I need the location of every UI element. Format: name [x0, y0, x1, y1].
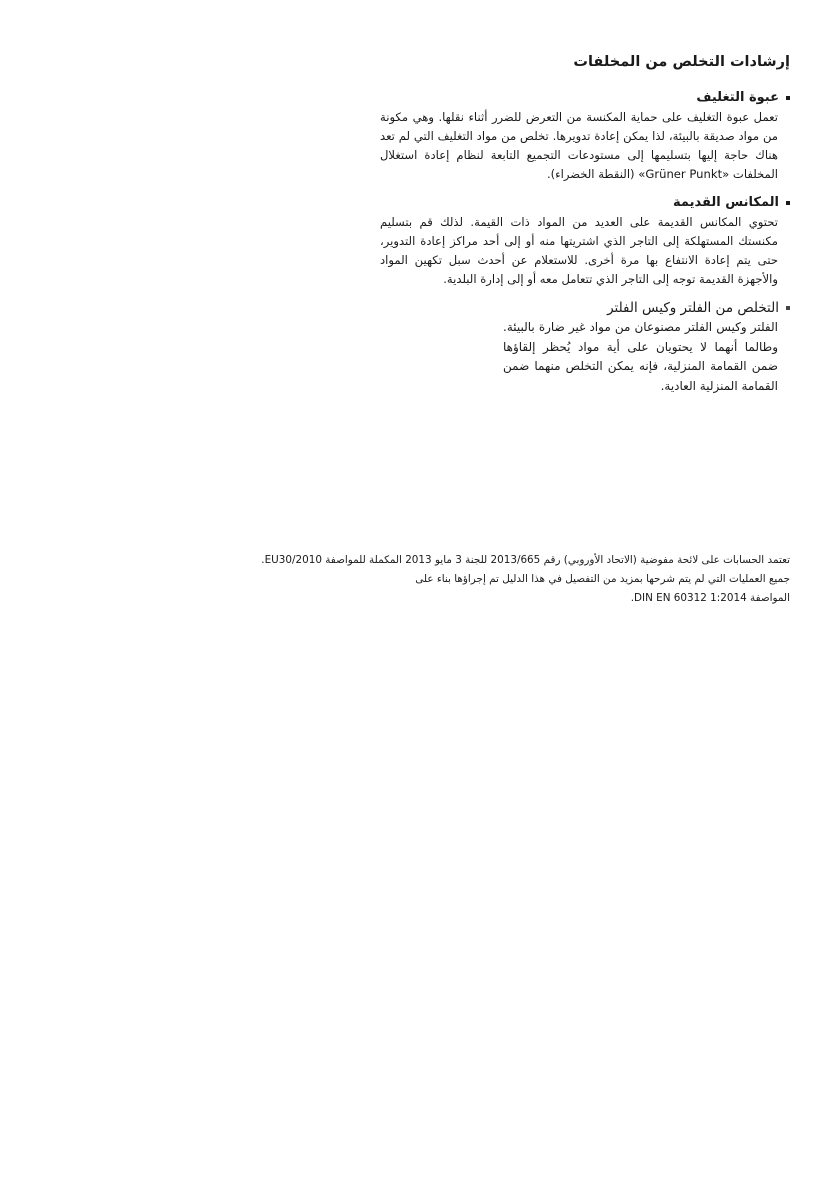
section-heading: [380, 193, 790, 213]
section-body: تعمل عبوة التغليف على حماية المكنسة من التعرض للضرر أثناء نقلها. وهي مكونة من مواد صديقة بالبيئة، لذا يمكن إعادة تدويرها. تخلص من مواد التغليف التي لم تعد هناك حاجة إليها بتسليمها إلى مستودعات التجميع التابعة لنظام إعادة استغلال المخلفات «Grüner Punkt» (النقطة الخضراء).: [380, 110, 778, 181]
section-heading: [380, 88, 790, 108]
footnote: [230, 551, 790, 608]
section-filter-disposal: [380, 298, 790, 396]
section-heading: [380, 298, 790, 318]
section-heading-text: عبوة التغليف: [696, 90, 779, 105]
page-title: إرشادات التخلص من المخلفات: [573, 54, 790, 70]
bullet-icon: [786, 96, 790, 100]
section-heading-text: المكانس القديمة: [673, 195, 779, 210]
footnote-line: تعتمد الحسابات على لائحة مفوضية (الاتحاد الأوروبي) رقم 2013/665 للجنة 3 مايو 2013 المكملة للمواصفة EU30/2010.: [261, 554, 790, 566]
section-body: الفلتر وكيس الفلتر مصنوعان من مواد غير ضارة بالبيئة. وطالما أنهما لا يحتويان على أية مواد يُحظر إلقاؤها ضمن القمامة المنزلية، فإنه يمكن التخلص منهما ضمن القمامة المنزلية العادية.: [503, 320, 778, 393]
footnote-line: المواصفة DIN EN 60312 1:2014.: [630, 592, 790, 604]
footnote-line: جميع العمليات التي لم يتم شرحها بمزيد من التفصيل في هذا الدليل تم إجراؤها بناء على: [415, 573, 790, 585]
bullet-icon: [786, 201, 790, 205]
section-packaging: [380, 88, 790, 184]
bullet-icon: [786, 306, 790, 310]
section-old-vacuums: [380, 193, 790, 289]
section-body: تحتوي المكانس القديمة على العديد من المواد ذات القيمة. لذلك قم بتسليم مكنستك المستهلكة إلى التاجر الذي اشتريتها منه أو إلى أحد مراكز إعادة التدوير، حتى يتم إعادة الانتفاع بها مرة أخرى. للاستعلام عن أحدث سبل تكهين المواد والأجهزة القديمة توجه إلى التاجر الذي تتعامل معه أو إلى إدارة البلدية.: [380, 215, 778, 286]
section-heading-text: التخلص من الفلتر وكيس الفلتر: [607, 300, 779, 316]
